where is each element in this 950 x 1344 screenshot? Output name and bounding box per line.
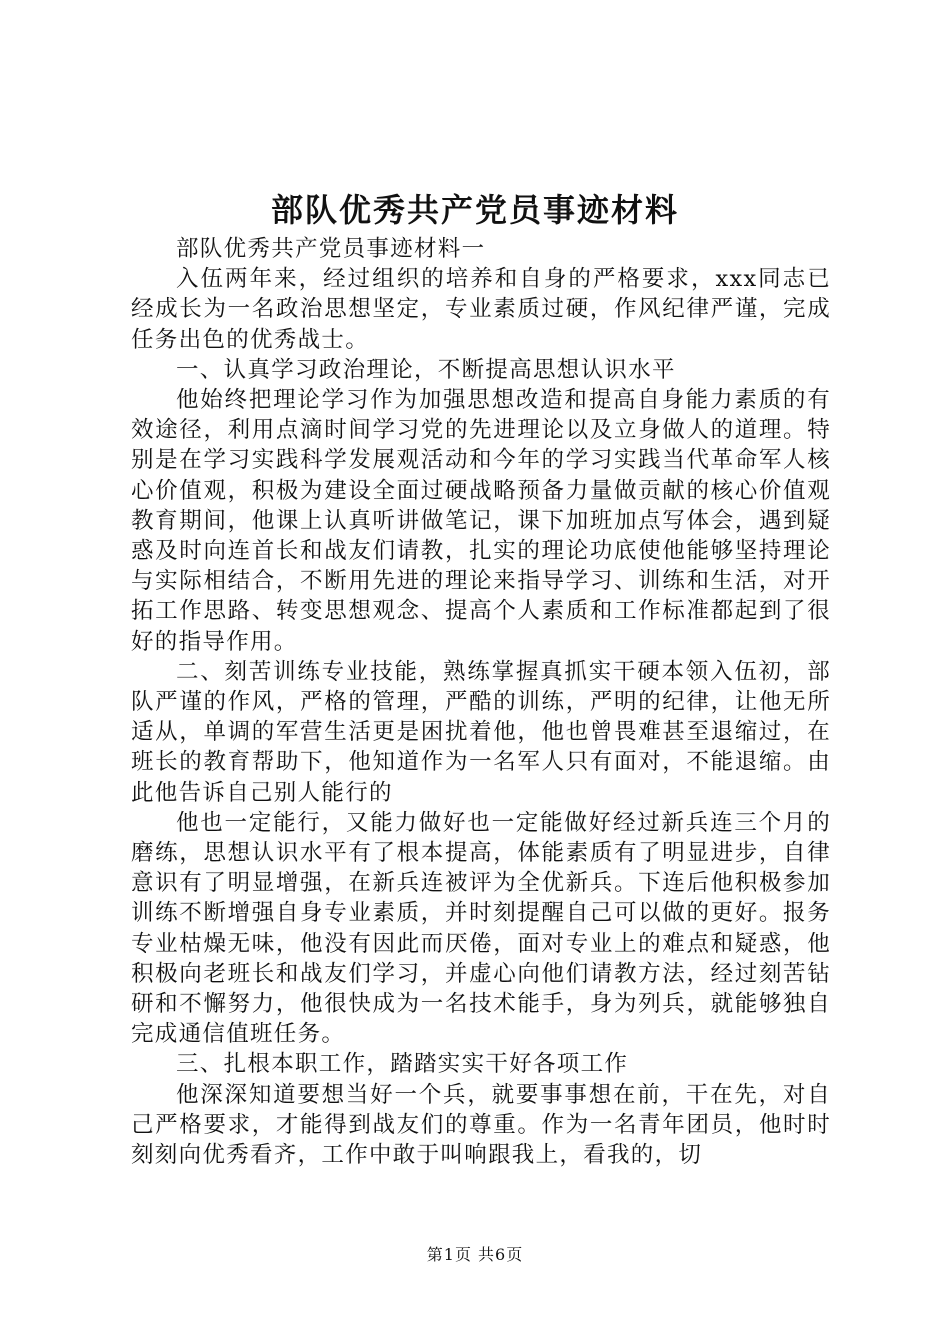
section-heading-2: 二、刻苦训练专业技能，熟练掌握真抓实干硬本领入伍初，部队严谨的作风，严格的管理，严酷的训练，严明的纪律，让他无所适从，单调的军营生活更是困扰着他，他也曾畏难甚至退缩过，在班长的教育帮助下，他知道作为一名军人只有面对，不能退缩。由此他告诉自己别人能行的 bbox=[131, 658, 831, 806]
body-paragraph: 他也一定能行，又能力做好也一定能做好经过新兵连三个月的磨练，思想认识水平有了根本提高，体能素质有了明显进步，自律意识有了明显增强，在新兵连被评为全优新兵。下连后他积极参加训练不断增强自身专业素质，并时刻提醒自己可以做的更好。报务专业枯燥无味，他没有因此而厌倦，面对专业上的难点和疑惑，他积极向老班长和战友们学习，并虚心向他们请教方法，经过刻苦钻研和不懈努力，他很快成为一名技术能手，身为列兵，就能够独自完成通信值班任务。 bbox=[131, 809, 831, 1048]
page-number-footer: 第1页 共6页 bbox=[426, 1245, 524, 1264]
section-heading-3: 三、扎根本职工作，踏踏实实干好各项工作 bbox=[176, 1051, 629, 1078]
section-heading-1: 一、认真学习政治理论，不断提高思想认识水平 bbox=[176, 356, 676, 383]
body-paragraph: 他始终把理论学习作为加强思想改造和提高自身能力素质的有效途径，利用点滴时间学习党的先进理论以及立身做人的道理。特别是在学习实践科学发展观活动和今年的学习实践当代革命军人核心价值观，积极为建设全面过硬战略预备力量做贡献的核心价值观教育期间，他课上认真听讲做笔记，课下加班加点写体会，遇到疑惑及时向连首长和战友们请教，扎实的理论功底使他能够坚持理论与实际相结合，不断用先进的理论来指导学习、训练和生活，对开拓工作思路、转变思想观念、提高个人素质和工作标准都起到了很好的指导作用。 bbox=[131, 387, 831, 655]
document-body bbox=[131, 234, 831, 1170]
body-paragraph: 他深深知道要想当好一个兵，就要事事想在前，干在先，对自己严格要求，才能得到战友们的尊重。作为一名青年团员，他时时刻刻向优秀看齐，工作中敢于叫响跟我上，看我的，切 bbox=[131, 1081, 831, 1169]
subtitle-paragraph: 部队优秀共产党员事迹材料一 bbox=[176, 236, 486, 262]
intro-paragraph: 入伍两年来，经过组织的培养和自身的严格要求，xxx同志已经成长为一名政治思想坚定，专业素质过硬，作风纪律严谨，完成任务出色的优秀战士。 bbox=[131, 266, 831, 353]
document-title: 部队优秀共产党员事迹材料 bbox=[270, 191, 679, 229]
